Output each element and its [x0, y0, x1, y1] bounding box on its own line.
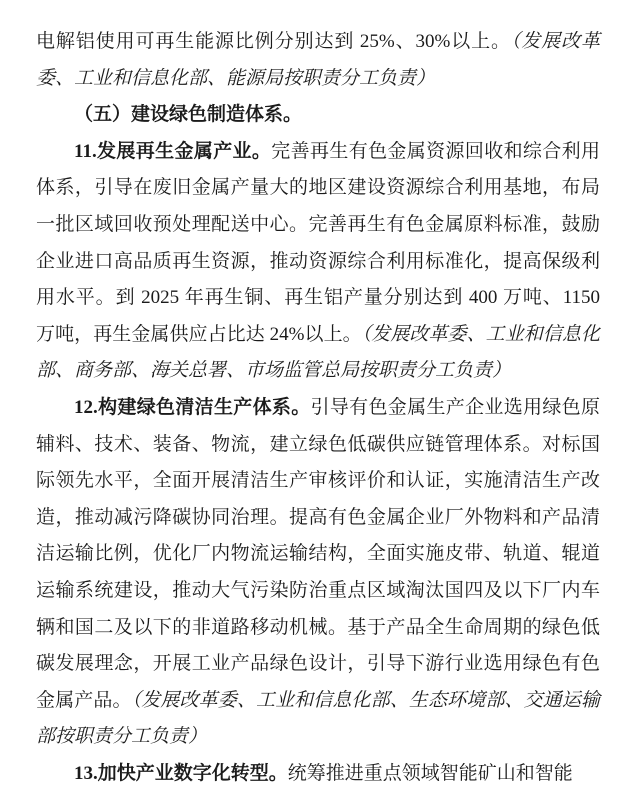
body-text: 统筹推进重点领域智能矿山和智能	[287, 762, 573, 784]
body-text: 电解铝使用可再生能源比例分别达到 25%、30%以上。	[36, 31, 511, 52]
heading-lead-text: 13.加快产业数字化转型。	[74, 762, 288, 784]
section-heading	[36, 97, 600, 134]
numbered-paragraph	[36, 134, 600, 390]
responsibility-note: （发展改革委、工业和信息化部、生态环境部、交通运输部按职责分工负责）	[36, 689, 600, 748]
heading-lead-text: 11.发展再生金属产业。	[74, 140, 272, 162]
heading-lead-text: 12.构建绿色清洁生产体系。	[74, 396, 311, 418]
body-text: 引导有色金属生产企业选用绿色原辅料、技术、装备、物流，建立绿色低碳供应链管理体系。对标国际领先水平，全面开展清洁生产审核评价和认证，实施清洁生产改造，推动减污降碳协同治理。提高有色金属企业厂外物料和产品清洁运输比例，优化厂内物流运输结构，全面实施皮带、轨道、辊道运输系统建设，推动大气污染防治重点区域淘汰国四及以下厂内车辆和国二及以下的非道路移动机械。基于产品全生命周期的绿色低碳发展理念，开展工业产品绿色设计，引导下游行业选用绿色有色金属产品。	[36, 396, 600, 711]
numbered-paragraph	[36, 390, 600, 756]
numbered-paragraph	[36, 756, 600, 793]
paragraph	[36, 24, 600, 97]
heading-lead-text: （五）建设绿色制造体系。	[74, 104, 303, 126]
document-body	[36, 24, 600, 792]
responsibility-note: （发展改革委、工业和信息化部、能源局按职责分工负责）	[36, 31, 600, 89]
body-text: 完善再生有色金属资源回收和综合利用体系，引导在废旧金属产量大的地区建设资源综合利用基地，布局一批区域回收预处理配送中心。完善再生有色金属原料标准，鼓励企业进口高品质再生资源，推动资源综合利用标准化，提高保级利用水平。到 2025 年再生铜、再生铝产量分别达到 400 万吨、1150 万吨，再生金属供应占比达 24%以上。	[36, 140, 600, 345]
responsibility-note: （发展改革委、工业和信息化部、商务部、海关总署、市场监管总局按职责分工负责）	[36, 323, 600, 382]
